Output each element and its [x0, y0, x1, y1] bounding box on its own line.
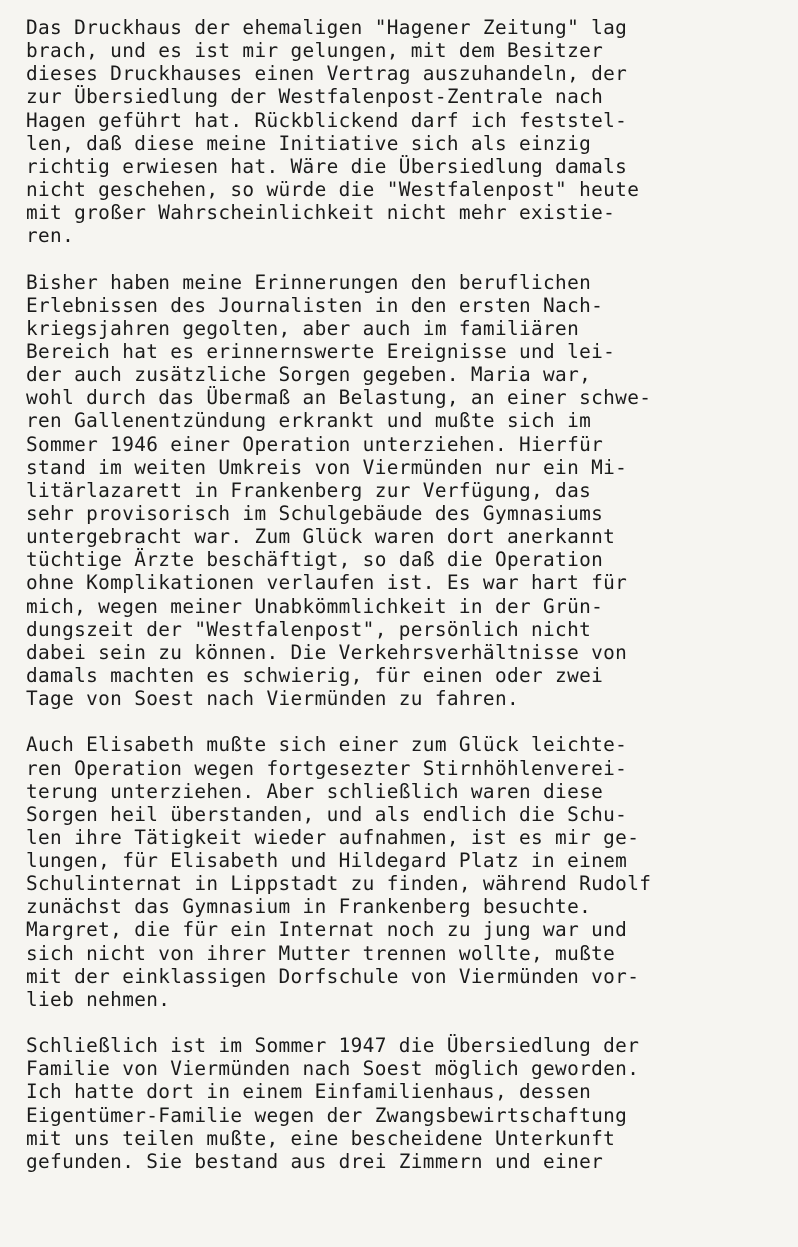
paragraph-1 — [26, 16, 786, 247]
text-line: Schulinternat in Lippstadt zu finden, während Rudolf — [26, 872, 652, 896]
text-body — [26, 16, 786, 1173]
text-line: dungszeit der "Westfalenpost", persönlich nicht — [26, 617, 592, 641]
text-line: dabei sein zu können. Die Verkehrsverhältnisse von — [26, 640, 628, 664]
text-line: richtig erwiesen hat. Wäre die Übersiedlung damals — [26, 154, 628, 178]
text-line: mit großer Wahrscheinlichkeit nicht mehr existie- — [26, 201, 616, 225]
text-line: dieses Druckhauses einen Vertrag auszuhandeln, der — [26, 62, 628, 86]
text-line: ren Operation wegen fortgesezter Stirnhöhlenverei- — [26, 756, 628, 780]
paragraph-gap — [26, 247, 786, 270]
text-line: wohl durch das Übermaß an Belastung, an einer schwe- — [26, 386, 652, 410]
text-line: Auch Elisabeth mußte sich einer zum Glück leichte- — [26, 733, 628, 757]
paragraph-2 — [26, 271, 786, 711]
text-line: Sommer 1946 einer Operation unterziehen. Hierfür — [26, 432, 604, 456]
paragraph-gap — [26, 710, 786, 733]
text-line: damals machten es schwierig, für einen oder zwei — [26, 663, 604, 687]
text-line: Familie von Viermünden nach Soest möglich geworden. — [26, 1057, 640, 1081]
text-line: litärlazarett in Frankenberg zur Verfügung, das — [26, 478, 592, 502]
text-line: len ihre Tätigkeit wieder aufnahmen, ist es mir ge- — [26, 825, 640, 849]
text-line: ren. — [26, 224, 75, 248]
text-line: ohne Komplikationen verlaufen ist. Es war hart für — [26, 571, 628, 595]
text-line: Das Druckhaus der ehemaligen "Hagener Zeitung" lag — [26, 16, 628, 39]
text-line: zur Übersiedlung der Westfalenpost-Zentrale nach — [26, 85, 604, 109]
text-line: mit uns teilen mußte, eine bescheidene Unterkunft — [26, 1126, 616, 1150]
text-line: Sorgen heil überstanden, und als endlich die Schu- — [26, 802, 628, 826]
text-line: Schließlich ist im Sommer 1947 die Übersiedlung der — [26, 1034, 640, 1058]
text-line: Bereich hat es erinnernswerte Ereignisse und lei- — [26, 339, 616, 363]
text-line: terung unterziehen. Aber schließlich waren diese — [26, 779, 604, 803]
text-line: brach, und es ist mir gelungen, mit dem Besitzer — [26, 39, 604, 63]
text-line: Margret, die für ein Internat noch zu jung war und — [26, 918, 628, 942]
text-line: Ich hatte dort in einem Einfamilienhaus, dessen — [26, 1080, 592, 1104]
text-line: untergebracht war. Zum Glück waren dort anerkannt — [26, 525, 616, 549]
text-line: stand im weiten Umkreis von Viermünden nur ein Mi- — [26, 455, 628, 479]
text-line: mit der einklassigen Dorfschule von Viermünden vor- — [26, 964, 640, 988]
text-line: tüchtige Ärzte beschäftigt, so daß die Operation — [26, 548, 604, 572]
text-line: ren Gallenentzündung erkrankt und mußte sich im — [26, 409, 592, 433]
text-line: Tage von Soest nach Viermünden zu fahren. — [26, 687, 519, 711]
text-line: kriegsjahren gegolten, aber auch im familiären — [26, 316, 580, 340]
text-line: der auch zusätzliche Sorgen gegeben. Maria war, — [26, 363, 592, 387]
paragraph-3 — [26, 733, 786, 1011]
text-line: sehr provisorisch im Schulgebäude des Gymnasiums — [26, 501, 604, 525]
paragraph-4 — [26, 1034, 786, 1173]
text-line: gefunden. Sie bestand aus drei Zimmern und einer — [26, 1149, 604, 1173]
paragraph-gap — [26, 1011, 786, 1034]
text-line: sich nicht von ihrer Mutter trennen wollte, mußte — [26, 941, 616, 965]
text-line: nicht geschehen, so würde die "Westfalenpost" heute — [26, 177, 640, 201]
text-line: Eigentümer-Familie wegen der Zwangsbewirtschaftung — [26, 1103, 628, 1127]
text-line: Erlebnissen des Journalisten in den ersten Nach- — [26, 293, 604, 317]
text-line: mich, wegen meiner Unabkömmlichkeit in der Grün- — [26, 594, 604, 618]
text-line: lieb nehmen. — [26, 987, 171, 1011]
text-line: Hagen geführt hat. Rückblickend darf ich feststel- — [26, 108, 628, 132]
text-line: len, daß diese meine Initiative sich als einzig — [26, 131, 592, 155]
text-line: zunächst das Gymnasium in Frankenberg besuchte. — [26, 895, 592, 919]
text-line: lungen, für Elisabeth und Hildegard Platz in einem — [26, 849, 628, 873]
text-line: Bisher haben meine Erinnerungen den beruflichen — [26, 270, 592, 294]
